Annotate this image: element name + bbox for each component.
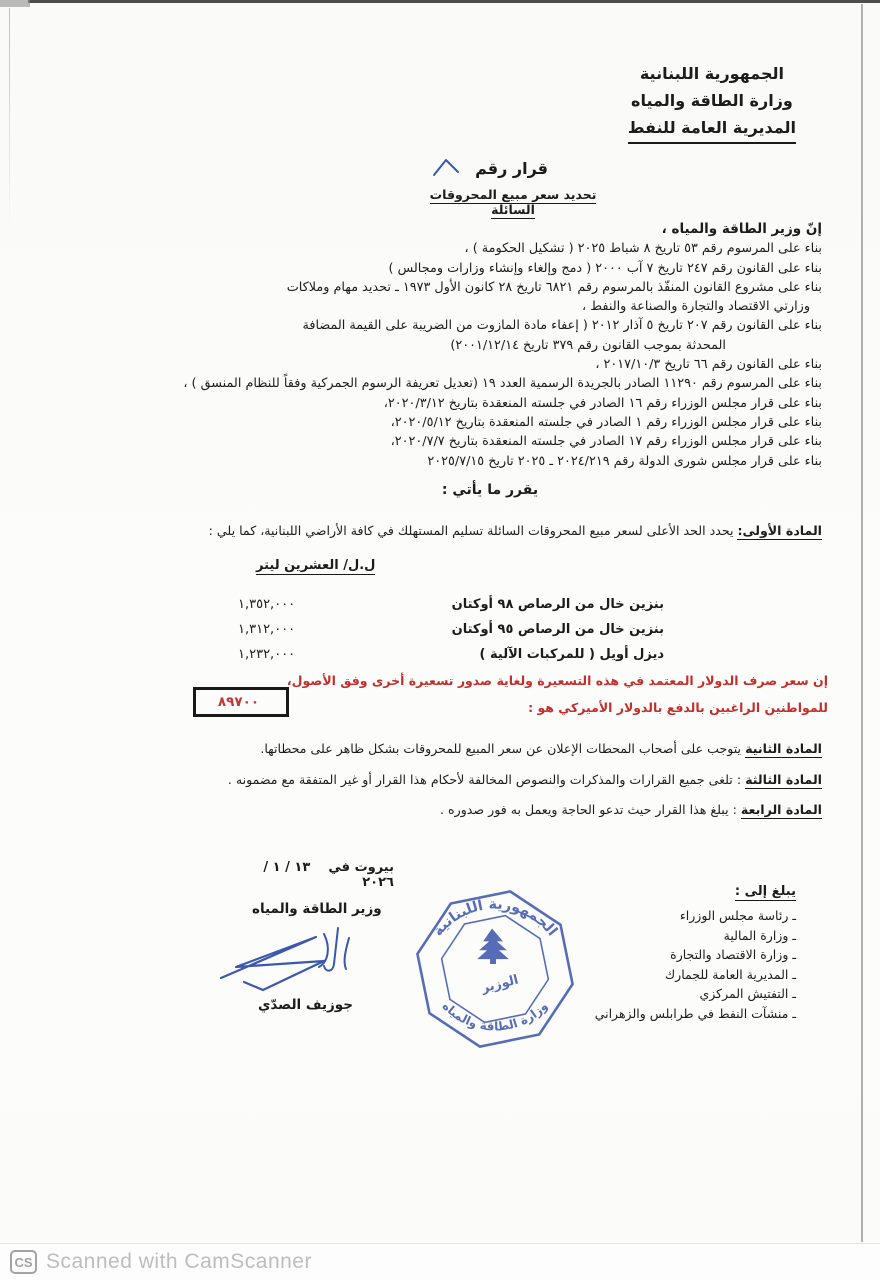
letterhead-republic: الجمهورية اللبنانية — [639, 64, 785, 83]
article-two-label: المادة الثانية — [745, 741, 822, 756]
distribution-item: ـ وزارة المالية — [723, 927, 796, 943]
camscanner-footer — [0, 1243, 880, 1280]
preamble-line: بناء على قرار مجلس الوزراء رقم ١٦ الصادر في جلسته المنعقدة بتاريخ ٢٠٢٠/٣/١٢، — [383, 395, 822, 411]
article-three-text: : تلغى جميع القرارات والمذكرات والنصوص المخالفة لأحكام هذا القرار أو غير المتفقة مع مضمونه . — [227, 772, 746, 787]
scan-top-corner — [0, 0, 30, 7]
stamp-bottom-text: وزارة الطاقة والمياه — [439, 998, 551, 1034]
place-label: بيروت في — [328, 860, 394, 875]
preamble-intro: إنّ وزير الطاقة والمياه ، — [661, 221, 822, 237]
fuel-price: ١,٢٣٢,٠٠٠ — [238, 646, 296, 662]
preamble-line: بناء على المرسوم رقم ١١٢٩٠ الصادر بالجريدة الرسمية العدد ١٩ (تعديل تعريفة الرسوم الجمركية وفقاً للنظام المنسق ) ، — [183, 376, 822, 392]
letterhead-directorate: المديرية العامة للنفط — [628, 114, 796, 144]
decree-phrase: يقرر ما يأتي : — [441, 482, 539, 498]
handwritten-exchange-rate-box — [193, 687, 289, 717]
distribution-item: ـ المديرية العامة للجمارك — [664, 966, 796, 982]
preamble-line: بناء على القانون رقم ٦٦ تاريخ ٢٠١٧/١٠/٣ ، — [595, 357, 822, 373]
preamble-line: بناء على قرار مجلس الوزراء رقم ١ الصادر في جلسته المنعقدة بتاريخ ٢٠٢٠/٥/١٢، — [390, 414, 822, 430]
article-one-label: المادة الأولى: — [737, 523, 822, 538]
handwritten-exchange-rate: ٨٩٧٠٠ — [217, 694, 260, 710]
price-unit-heading: ل.ل/ العشرين ليتر — [256, 558, 376, 573]
ministry-stamp — [396, 885, 594, 1053]
preamble-line: بناء على قرار مجلس شورى الدولة رقم ٢٠٢٤/٢١٩ ـ ٢٠٢٥ تاريخ ٢٠٢٥/٧/١٥ — [427, 453, 822, 469]
preamble-line: بناء على القانون رقم ٢٠٧ تاريخ ٥ آذار ٢٠١٢ ( إعفاء مادة المازوت من الضريبة على القيمة المضافة — [302, 318, 822, 334]
minister-name: جوزيف الصدّي — [258, 997, 353, 1013]
distribution-item: ـ منشآت النفط في طرابلس والزهراني — [594, 1005, 796, 1021]
article-four-text: : يبلغ هذا القرار حيث تدعو الحاجة ويعمل به فور صدوره . — [440, 802, 741, 817]
fuel-price: ١,٣٥٢,٠٠٠ — [238, 596, 296, 612]
letterhead — [628, 60, 796, 144]
fuel-name: بنزين خال من الرصاص ٩٨ أوكتان — [451, 596, 664, 612]
price-row-diesel — [238, 644, 664, 664]
minister-title: وزير الطاقة والمياه — [252, 901, 382, 917]
article-two-text: يتوجب على أصحاب المحطات الإعلان عن سعر المبيع للمحروقات بشكل ظاهر على محطاتها. — [260, 741, 746, 756]
price-row-octane-98 — [238, 594, 664, 614]
preamble-line: بناء على المرسوم رقم ٥٣ تاريخ ٨ شباط ٢٠٢٥ ( تشكيل الحكومة ) ، — [464, 241, 822, 257]
price-row-octane-95 — [238, 619, 664, 639]
preamble-line: المحدثة بموجب القانون رقم ٣٧٩ تاريخ ٢٠٠١/١٢/١٤) — [450, 337, 726, 353]
handwritten-decision-number-icon — [431, 157, 461, 179]
distribution-list — [595, 883, 796, 1023]
article-one-text: يحدد الحد الأعلى لسعر مبيع المحروقات السائلة تسليم المستهلك في كافة الأراضي اللبنانية، كما يلي : — [208, 523, 738, 538]
article-three — [52, 772, 822, 787]
fuel-price: ١,٣١٢,٠٠٠ — [238, 621, 296, 637]
stamp-center-text: الوزير — [480, 972, 521, 997]
article-two — [52, 741, 822, 756]
letterhead-ministry: وزارة الطاقة والمياه — [631, 91, 793, 110]
scan-right-edge — [861, 4, 863, 1242]
distribution-item: ـ التفتيش المركزي — [699, 986, 796, 1001]
decision-title: قرار رقم — [475, 158, 548, 178]
distribution-heading: يبلغ إلى : — [734, 884, 796, 899]
fuel-name: ديزل أويل ( للمركبات الآلية ) — [479, 646, 664, 662]
preamble — [60, 220, 822, 471]
camscanner-logo-icon: CS — [10, 1250, 37, 1274]
preamble-line: وزارتي الاقتصاد والتجارة والصناعة والنفط ، — [582, 299, 810, 315]
stamp-top-text: الجمهورية اللبنانية — [430, 896, 561, 940]
distribution-item: ـ وزارة الاقتصاد والتجارة — [670, 947, 796, 962]
exchange-rate-note-line2: للمواطنين الراغبين بالدفع بالدولار الأميركي هو : — [528, 700, 828, 715]
decision-title-row — [418, 157, 548, 179]
preamble-line: بناء على مشروع القانون المنفّذ بالمرسوم رقم ٦٨٢١ تاريخ ٢٨ كانون الأول ١٩٧٣ ـ تحديد مهام وملاكات — [286, 279, 822, 295]
distribution-item: ـ رئاسة مجلس الوزراء — [679, 908, 796, 923]
decision-date: ١٣ / ١ / ٢٠٢٦ — [263, 860, 394, 890]
exchange-rate-note-line1: إن سعر صرف الدولار المعتمد في هذه التسعيرة ولغاية صدور تسعيرة أخرى وفق الأصول، — [286, 673, 828, 688]
article-three-label: المادة الثالثة — [745, 772, 822, 787]
article-four-label: المادة الرابعة — [740, 802, 822, 817]
camscanner-watermark-text: Scanned with CamScanner — [46, 1250, 312, 1273]
article-one — [52, 523, 822, 538]
fuel-name: بنزين خال من الرصاص ٩٥ أوكتان — [451, 621, 664, 637]
article-four — [52, 802, 822, 817]
preamble-line: بناء على قرار مجلس الوزراء رقم ١٧ الصادر في جلسته المنعقدة بتاريخ ٢٠٢٠/٧/٧، — [390, 434, 822, 450]
scan-top-edge — [28, 0, 880, 3]
minister-signature — [216, 920, 371, 1002]
exchange-rate-note — [287, 667, 828, 721]
preamble-line: بناء على القانون رقم ٢٤٧ تاريخ ٧ آب ٢٠٠٠ ( دمج وإلغاء وإنشاء وزارات ومجالس ) — [388, 260, 822, 276]
cedar-tree-icon — [477, 928, 509, 964]
scan-left-edge — [9, 8, 10, 228]
place-date-line — [228, 860, 394, 890]
decision-subtitle: تحديد سعر مبيع المحروقات السائلة — [429, 187, 597, 217]
